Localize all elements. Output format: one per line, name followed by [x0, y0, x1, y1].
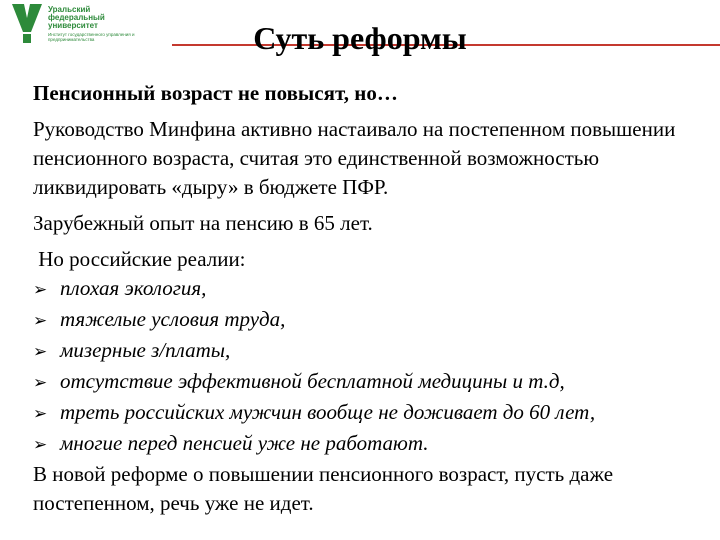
arrow-bullet-icon: ➢ — [33, 342, 48, 362]
arrow-bullet-icon: ➢ — [33, 311, 48, 331]
list-item-text: мизерные з/платы, — [60, 338, 231, 362]
list-item-text: треть российских мужчин вообще не доживает до 60 лет, — [60, 400, 596, 424]
lead-paragraph: Пенсионный возраст не повысят, но… — [33, 81, 398, 105]
list-item-text: отсутствие эффективной бесплатной медицины и т.д, — [60, 369, 565, 393]
closing-paragraph: В новой реформе о повышении пенсионного возраст, пусть даже постепенном, речь уже не идет. — [33, 462, 614, 515]
list-item — [33, 429, 713, 460]
logo-name-line-2: федеральный — [48, 13, 105, 22]
logo-name-line-1: Уральский — [48, 5, 91, 14]
list-item-text: многие перед пенсией уже не работают. — [60, 431, 429, 455]
logo-subtitle: Институт государственного управления и предпринимательства — [48, 32, 135, 42]
arrow-bullet-icon: ➢ — [33, 373, 48, 393]
arrow-bullet-icon: ➢ — [33, 435, 48, 455]
list-item — [33, 367, 713, 398]
list-item — [33, 305, 713, 336]
logo-name-line-3: университет — [48, 21, 98, 30]
list-item-text: плохая экология, — [60, 276, 207, 300]
realities-list — [33, 274, 713, 460]
slide-body — [33, 79, 713, 518]
list-item-text: тяжелые условия труда, — [60, 307, 286, 331]
minfin-paragraph: Руководство Минфина активно настаивало на постепенном повышении пенсионного возраста, считая это единственной возможностью ликвидировать «дыру» в бюджете ПФР. — [33, 117, 676, 199]
slide-title: Суть реформы — [253, 20, 467, 56]
arrow-bullet-icon: ➢ — [33, 280, 48, 300]
foreign-experience-paragraph: Зарубежный опыт на пенсию в 65 лет. — [33, 211, 373, 235]
list-item — [33, 336, 713, 367]
list-item — [33, 274, 713, 305]
list-item — [33, 398, 713, 429]
arrow-bullet-icon: ➢ — [33, 404, 48, 424]
realities-heading: Но российские реалии: — [33, 247, 246, 271]
